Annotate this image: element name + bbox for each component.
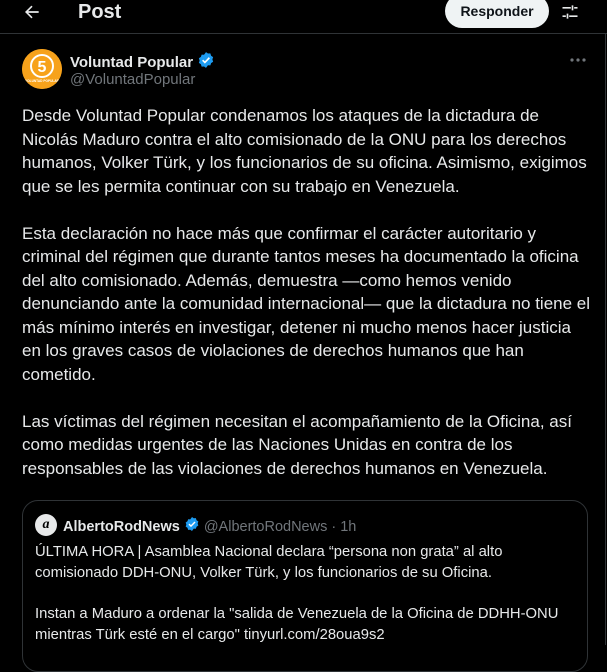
quoted-handle: @AlbertoRodNews: [203, 518, 328, 535]
avatar-logo-text: 5: [37, 59, 47, 76]
tweet-paragraph: Las víctimas del régimen necesitan el acompañamiento de la Oficina, así como medidas urgentes de las Naciones Unidas en contra de los responsables de las violaciones de derechos humanos en Venezuela.: [22, 411, 572, 478]
quoted-paragraph: Instan a Maduro a ordenar la "salida de Venezuela de la Oficina de DDHH-ONU mientras Türk esté en el cargo" tinyurl.com/28oua9s2: [35, 606, 559, 644]
reply-button[interactable]: Responder: [445, 0, 549, 28]
verified-badge-icon: [197, 51, 215, 74]
sliders-icon[interactable]: [560, 2, 580, 22]
top-bar: [0, 0, 607, 26]
verified-badge-icon: [184, 516, 200, 537]
quoted-tweet[interactable]: [22, 500, 588, 672]
quoted-header: [63, 516, 356, 537]
more-options-icon[interactable]: [568, 52, 588, 68]
author-avatar[interactable]: [22, 49, 62, 89]
quoted-text: [35, 542, 575, 667]
page-title: Post: [78, 1, 122, 23]
tweet-paragraph: Desde Voluntad Popular condenamos los ataques de la dictadura de Nicolás Maduro contra el alto comisionado de la ONU para los derechos humanos, Volker Türk, y los funcionarios de su oficina. Asimismo, exigimos que se les permita continuar con su trabajo en Venezuela.: [22, 106, 587, 196]
avatar-logo-subtext: VOLUNTAD POPULAR: [25, 79, 59, 83]
quoted-avatar-text: a: [42, 517, 50, 532]
quoted-display-name: AlbertoRodNews: [63, 518, 180, 535]
tweet-text: [22, 104, 592, 504]
divider: [0, 33, 607, 34]
column-border: [605, 34, 606, 645]
author-handle[interactable]: @VoluntadPopular: [70, 71, 196, 88]
quoted-paragraph: ÚLTIMA HORA | Asamblea Nacional declara “persona non grata” al alto comisionado DDH-ONU, Volker Türk, y los funcionarios de su Oficina.: [35, 544, 503, 581]
back-arrow-icon[interactable]: [22, 0, 44, 24]
author-display-name[interactable]: Voluntad Popular: [70, 53, 194, 71]
quoted-time: 1h: [340, 518, 357, 535]
quoted-separator: ·: [331, 518, 337, 535]
tweet-paragraph: Esta declaración no hace más que confirmar el carácter autoritario y criminal del régimen que durante tantos meses ha documentado la oficina del alto comisionado. Además, demuestra —como hemos venido denunciando ante la comunidad internacional— que la dictadura no tiene el más mínimo interés en investigar, detener ni mucho menos hacer justicia en los graves casos de violaciones de derechos humanos que han cometido.: [22, 223, 591, 384]
quoted-avatar: [35, 514, 57, 536]
